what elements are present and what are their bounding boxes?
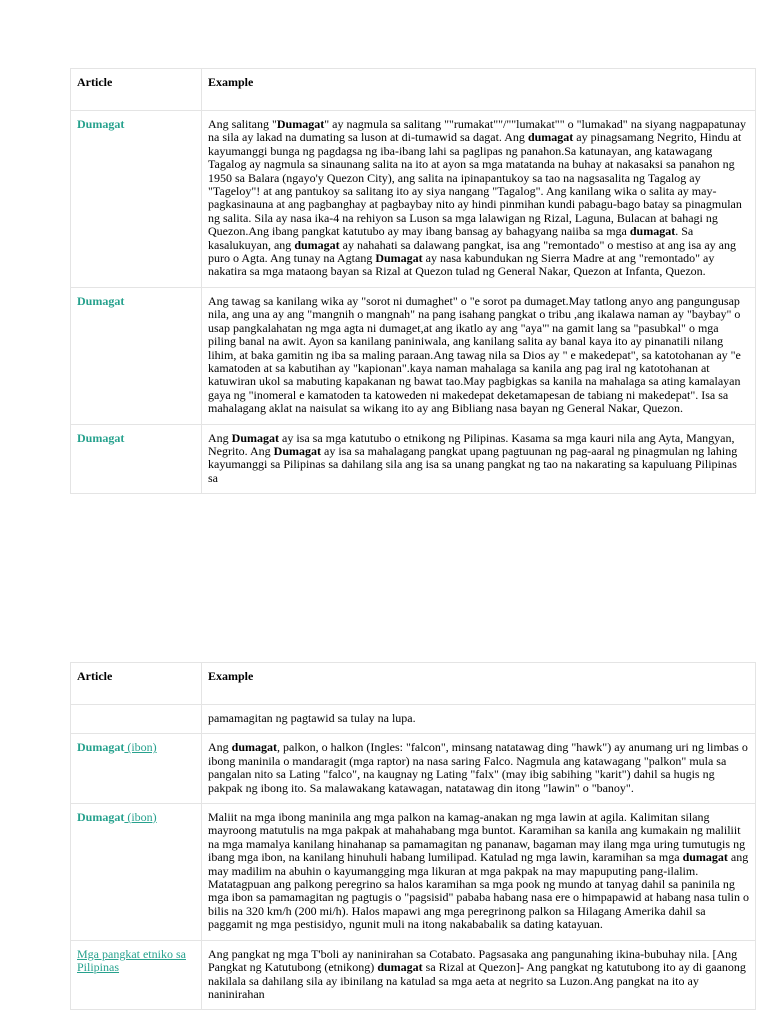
example-text: ay nahahati sa dalawang pangkat, isa ang "remontado" o mestiso at ang isa ay ang puro o Agta. Ang tunay na Agtang xyxy=(208,237,736,266)
table-row xyxy=(71,705,756,734)
table-row xyxy=(71,287,756,424)
example-cell xyxy=(202,734,756,804)
highlighted-term: dumagat xyxy=(294,237,340,252)
article-term: Dumagat xyxy=(77,117,125,131)
article-cell xyxy=(71,111,202,288)
table-row xyxy=(71,734,756,804)
highlighted-term: dumagat xyxy=(377,960,423,975)
article-column-header: Article xyxy=(71,69,202,111)
example-text: , palkon, o halkon (Ingles: "falcon", minsang natatawag ding "hawk") ay anumang uri ng limbas o ibong maninila o mandaragit (mga raptor) na nasa saring Falco. Nagmula ang katawagang "palkon" mula sa pangalan nito sa Lating "falco", na kaugnay ng Lating "falx" (may ibig sabihing "karit") dahil sa hugis ng pakpak ng ibong ito. Sa malawakang katawagan, natatawag din itong "lawin" o "banoy". xyxy=(208,740,748,795)
article-table-bottom xyxy=(70,662,755,1010)
table-row xyxy=(71,804,756,941)
example-text: ay nasa kabundukan ng Sierra Madre at ang "remontado" ay nakatira sa mga mataong bayan sa Rizal at Quezon tulad ng General Nakar, Quezon at Infanta, Quezon. xyxy=(208,251,715,279)
article-table-top xyxy=(70,68,755,494)
article-cell xyxy=(71,940,202,1010)
example-column-header: Example xyxy=(202,663,756,705)
article-cell xyxy=(71,705,202,734)
highlighted-term: Dumagat xyxy=(375,251,423,266)
article-cell xyxy=(71,287,202,424)
example-cell xyxy=(202,287,756,424)
examples-table-continued xyxy=(70,662,756,1010)
example-text: Ang xyxy=(208,740,232,755)
highlighted-term: Dumagat xyxy=(273,443,322,458)
example-cell xyxy=(202,424,756,494)
table-row xyxy=(71,424,756,494)
example-text: ang may madilim na abuhin o kayumangging mga likuran at mga pakpak na may mapuputing pang-ilalim. Matatagpuan ang palkong peregrino sa halos karamihan sa mga pook ng mundo at tanyag dahil sa paninila ng mga ibon sa pamamagitan ng pagtugis o "pagsisid" pababa habang nasa ere o himpapawid at habang nasa tulin o bilis na 320 km/h (200 mi/h). Halos mapawi ang mga peregrinong palkon sa Hilagang Amerika dahil sa paggamit ng mga pestisidyo, ngunit muli na itong nakababalik sa dating katayuan. xyxy=(208,850,749,932)
example-cell xyxy=(202,804,756,941)
example-cell xyxy=(202,111,756,288)
example-text: sa Rizal at Quezon]- Ang pangkat ng katutubong ito ay di gaanong nakilala sa dahilang sila ay ibinilang na katulad sa mga aeta at negrito sa Luzon.Ang pangkat na ito ay naninirahan xyxy=(208,960,746,1001)
example-text: Ang salitang " xyxy=(208,117,277,131)
example-column-header: Example xyxy=(202,69,756,111)
highlighted-term: dumagat xyxy=(629,224,676,239)
table-body xyxy=(71,705,756,1010)
example-text: ay isa sa mahalagang pangkat upang pagtuunan ng pag-aaral ng pinagmulan ng lahing kayumanggi sa Pilipinas sa dahilang sila ang isa sa unang pangkat ng tao na nakarating sa kapuluang Pilipinas sa xyxy=(208,443,738,485)
table-header-row xyxy=(71,663,756,705)
article-cell xyxy=(71,424,202,494)
article-qualifier-link[interactable]: (ibon) xyxy=(124,810,157,825)
example-text: . Sa kasalukuyan, ang xyxy=(208,224,694,252)
example-cell xyxy=(202,705,756,734)
highlighted-term: Dumagat xyxy=(276,117,325,131)
example-text: ay isa sa mga katutubo o etnikong ng Pilipinas. Kasama sa mga kauri nila ang Ayta, Mangyan, Negrito. Ang xyxy=(208,430,735,458)
table-body xyxy=(71,111,756,494)
example-text: Maliit na mga ibong maninila ang mga palkon na kamag-anakan ng mga lawin at agila. Kalimitan silang mayroong matutulis na mga pakpak at mahahabang mga buntot. Karamihan sa kanila ang kumakain ng maliliit na mga mamalya kanilang hinahanap sa pamamagitan ng pananaw, bagaman may ilang mga uring tumutugis ng ibang mga ibon, na kanilang hinuhuli habang lumilipad. Katulad ng mga lawin, karamihan sa mga xyxy=(208,810,746,865)
article-term: Dumagat xyxy=(77,740,125,755)
highlighted-term: Dumagat xyxy=(231,430,280,445)
article-term: Dumagat xyxy=(77,430,125,445)
examples-table xyxy=(70,68,756,494)
example-text: " ay nagmula sa salitang ""rumakat""/""lumakat"" o "lumakad" na siyang nagpapatunay na sila ay lakad na dumating sa luson at di-tumawid sa dagat. Ang xyxy=(208,117,747,145)
example-text: ay pinagsamang Negrito, Hindu at kayumanggi bunga ng pagdagsa ng iba-ibang lahi sa paglipas ng panahon.Sa katunayan, ang katawagang Tagalog ay nagmula sa sinaunang salita na ito at ayon sa mga matatanda na buhay at nakasaksi sa panahon ng 1950 sa Balara (ngayo'y Quezon City), ang salita na ipinapantukoy sa tao na nagsasalita ng Tagalog ay "Tageloy"! at ang pantukoy sa salitang ito ay siya nangang "Tagalog". Ang kanilang wika o salita ay may-pagkasinauna at ang pagbanghay at pagbaybay nito ay hindi pinmihan kundi pabagu-bago batay sa pinagmulan ng salita. Sila ay nasa ika-4 na rehiyon sa Luson sa mga lalawigan ng Rizal, Laguna, Bulacan at bahagi ng Quezon.Ang ibang pangkat katutubo ay may ibang bansag ay bahagyang naiiba sa mga xyxy=(208,130,742,239)
table-header-row xyxy=(71,69,756,111)
table-row xyxy=(71,940,756,1010)
article-term: Dumagat xyxy=(77,810,125,825)
article-cell xyxy=(71,804,202,941)
example-text: Ang pangkat ng mga T'boli ay naninirahan sa Cotabato. Pagsasaka ang pangunahing ikina-bubuhay nila. [Ang Pangkat ng Katutubong (etnikong) xyxy=(208,946,738,975)
table-row xyxy=(71,111,756,288)
article-term: Dumagat xyxy=(77,293,125,308)
article-cell xyxy=(71,734,202,804)
highlighted-term: dumagat xyxy=(527,130,574,145)
example-text: pamamagitan ng pagtawid sa tulay na lupa. xyxy=(208,711,416,725)
article-qualifier-link[interactable]: (ibon) xyxy=(124,740,157,755)
article-column-header: Article xyxy=(71,663,202,705)
highlighted-term: dumagat xyxy=(682,850,728,865)
example-text: Ang xyxy=(208,430,232,445)
highlighted-term: dumagat xyxy=(231,740,278,755)
example-cell xyxy=(202,940,756,1010)
example-text: Ang tawag sa kanilang wika ay "sorot ni dumaghet" o "e sorot pa dumaget.May tatlong anyo ang pangungusap nila, ang una ay ang "mangnih o mangnah" na pang isahang pangkat o tribu ,ang ikalawa naman ay "baybay" o usap pangkalahatan ng mga agta ni dumaget,at ang ikatlo ay ang "aya"' na gamit lang sa "pasubkal" o mga piling banal na awit. Ayon sa kanilang paniniwala, ang kanilang salita ay banal kaya ito ay pinanatili nilang lihim, at baka gamitin ng iba sa maling paraan.Ang tawag nila sa Dios ay " e makedepat", sa katotohanan ay "e kamatoden at sa kabutihan ay "kapionan".kaya naman mahalaga sa kanila ang pag iral ng katotohanan at katuwiran ukol sa mabuting kapakanan ng bawat tao.May pagbigkas sa kanila na mahalaga sa ating kamalayan gaya ng "inomeral e kamatoden ta katoweden ni makedepat deketamapesan de tabiang ni makedepat". Isa sa mahalagang aklat na naisulat sa wikang ito ay ang Bibliang nasa bayan ng General Nakar, Quezon. xyxy=(208,293,741,416)
article-link[interactable]: Mga pangkat etniko sa Pilipinas xyxy=(77,946,186,975)
